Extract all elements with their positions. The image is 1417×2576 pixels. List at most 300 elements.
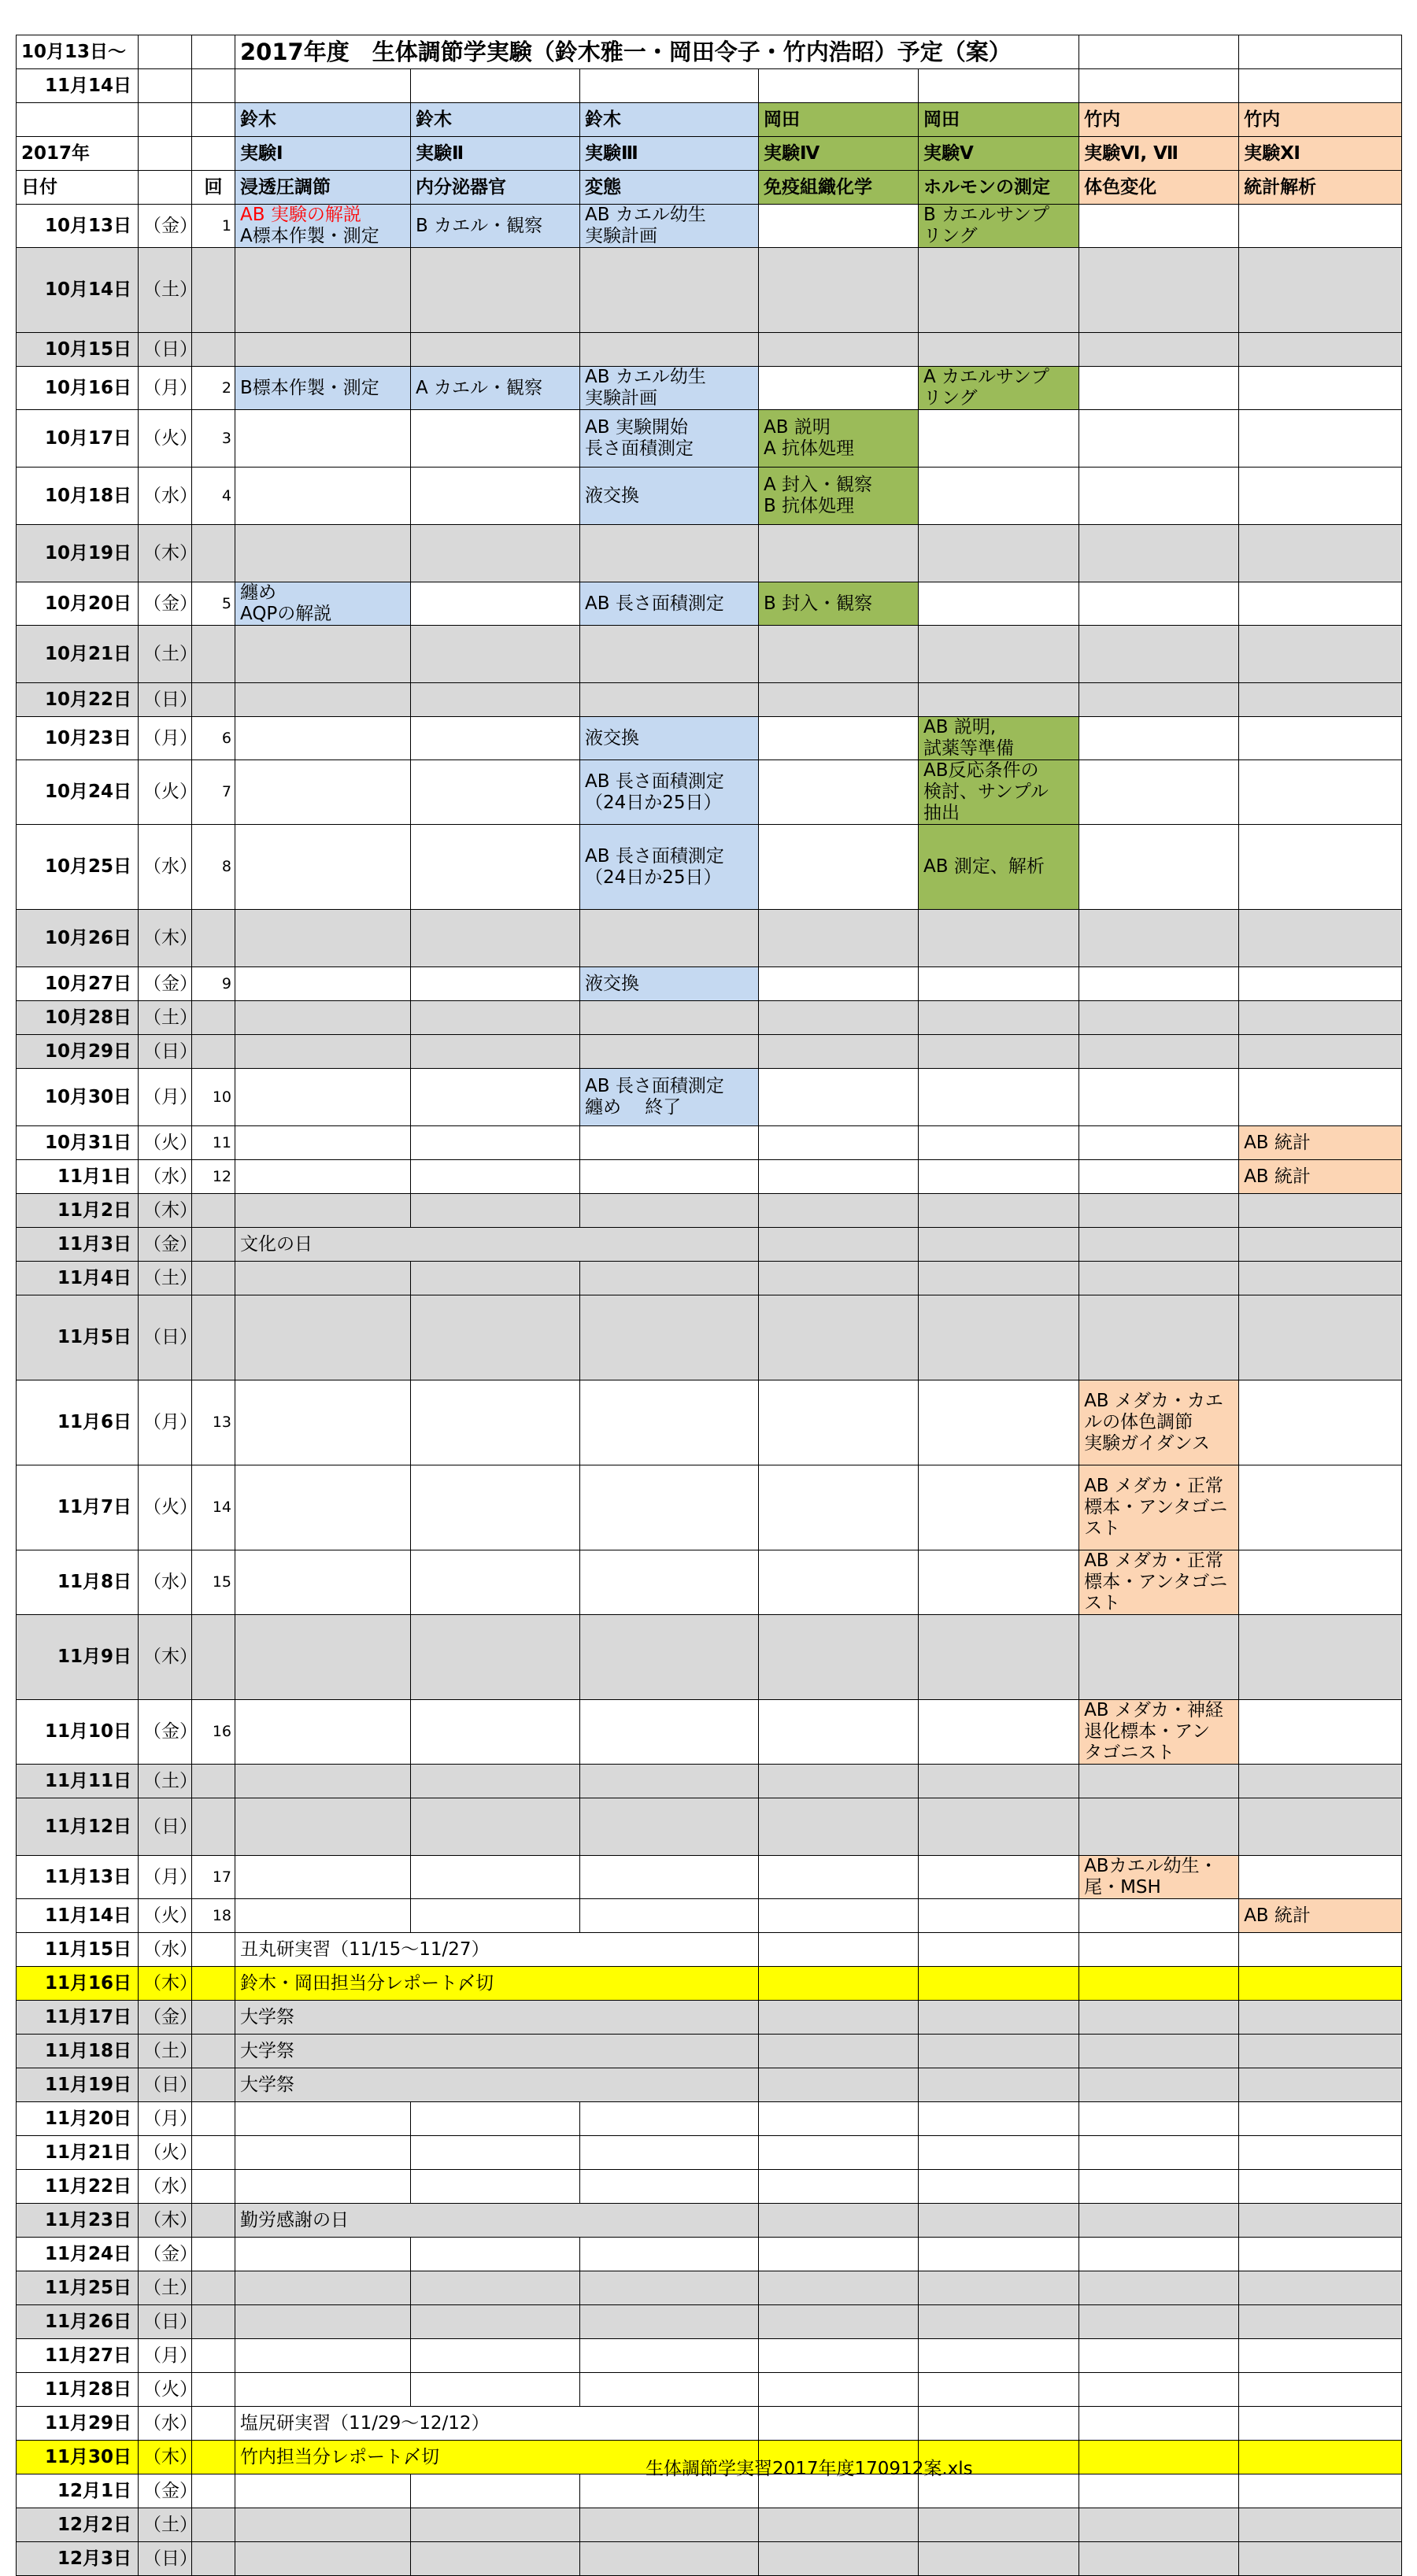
schedule-text: 退化標本・アン bbox=[1084, 1721, 1211, 1742]
schedule-cell bbox=[1239, 1069, 1402, 1126]
schedule-cell bbox=[411, 1700, 580, 1765]
schedule-cell bbox=[580, 1550, 759, 1615]
schedule-text: （24日か25日） bbox=[585, 792, 722, 813]
empty-cell bbox=[1239, 2373, 1402, 2407]
schedule-cell bbox=[411, 717, 580, 760]
schedule-text: B 封入・観察 bbox=[764, 593, 873, 614]
session-number-cell bbox=[192, 2339, 235, 2373]
date-cell: 11月23日 bbox=[17, 2204, 139, 2238]
schedule-cell bbox=[235, 1069, 411, 1126]
instructor-cell: 竹内 bbox=[1239, 103, 1402, 137]
weekday-cell: （木） bbox=[139, 1194, 192, 1228]
date-cell: 10月26日 bbox=[17, 910, 139, 967]
session-number-cell bbox=[192, 525, 235, 582]
session-number-cell bbox=[192, 2001, 235, 2035]
session-number-cell bbox=[192, 2238, 235, 2271]
empty-cell bbox=[1079, 626, 1239, 683]
empty-cell bbox=[759, 1228, 919, 1262]
schedule-row bbox=[17, 1465, 1402, 1550]
schedule-text: AB 長さ面積測定 bbox=[585, 845, 724, 867]
weekday-cell: （月） bbox=[139, 717, 192, 760]
schedule-cell bbox=[759, 1380, 919, 1465]
schedule-text: AB 長さ面積測定 bbox=[585, 593, 724, 614]
empty-cell bbox=[1079, 2271, 1239, 2305]
date-cell: 11月4日 bbox=[17, 1262, 139, 1295]
schedule-text: AB メダカ・カエ bbox=[1084, 1391, 1223, 1411]
date-cell: 11月12日 bbox=[17, 1798, 139, 1856]
schedule-table bbox=[16, 35, 1402, 2576]
empty-cell bbox=[411, 2170, 580, 2204]
session-number-cell bbox=[192, 2407, 235, 2441]
schedule-row bbox=[17, 2068, 1402, 2102]
schedule-text: AB カエル幼生 bbox=[585, 367, 706, 387]
empty-cell bbox=[1239, 2474, 1402, 2508]
session-number-cell bbox=[192, 2136, 235, 2170]
schedule-row bbox=[17, 205, 1402, 248]
schedule-cell bbox=[1239, 205, 1402, 248]
date-cell: 12月2日 bbox=[17, 2508, 139, 2542]
schedule-text: AB 長さ面積測定 bbox=[585, 1076, 724, 1096]
session-number-cell bbox=[192, 1295, 235, 1380]
empty-cell bbox=[235, 1798, 411, 1856]
empty-cell bbox=[411, 2238, 580, 2271]
schedule-cell bbox=[580, 1465, 759, 1550]
date-cell: 11月9日 bbox=[17, 1615, 139, 1700]
schedule-cell bbox=[411, 582, 580, 626]
schedule-text: スト bbox=[1084, 1518, 1121, 1539]
empty-cell bbox=[1079, 2170, 1239, 2204]
event-note: 勤労感謝の日 bbox=[235, 2204, 759, 2238]
date-cell: 10月25日 bbox=[17, 825, 139, 910]
date-cell: 10月18日 bbox=[17, 468, 139, 525]
empty-cell bbox=[759, 1035, 919, 1069]
blank-cell bbox=[1239, 69, 1402, 103]
schedule-text: B カエル・観察 bbox=[416, 215, 543, 236]
schedule-cell bbox=[759, 760, 919, 825]
empty-cell bbox=[919, 333, 1079, 367]
empty-cell bbox=[580, 1194, 759, 1228]
empty-cell bbox=[235, 2238, 411, 2271]
schedule-row bbox=[17, 1228, 1402, 1262]
date-cell: 11月28日 bbox=[17, 2373, 139, 2407]
date-cell: 10月23日 bbox=[17, 717, 139, 760]
empty-cell bbox=[919, 2305, 1079, 2339]
schedule-row bbox=[17, 2102, 1402, 2136]
schedule-cell bbox=[1079, 825, 1239, 910]
schedule-cell bbox=[759, 1700, 919, 1765]
empty-cell bbox=[759, 1967, 919, 2001]
schedule-cell bbox=[1239, 1160, 1402, 1194]
title-row bbox=[17, 35, 1402, 69]
schedule-cell bbox=[759, 367, 919, 410]
blank-cell bbox=[139, 35, 192, 69]
weekday-cell: （月） bbox=[139, 1856, 192, 1899]
schedule-cell bbox=[411, 1069, 580, 1126]
schedule-row bbox=[17, 1933, 1402, 1967]
empty-cell bbox=[411, 2542, 580, 2576]
schedule-cell bbox=[919, 1700, 1079, 1765]
schedule-text: 液交換 bbox=[585, 485, 639, 506]
schedule-text: AB メダカ・正常 bbox=[1084, 1550, 1223, 1571]
empty-cell bbox=[1079, 2441, 1239, 2474]
schedule-cell bbox=[235, 205, 411, 248]
session-number-cell bbox=[192, 2305, 235, 2339]
session-number-cell: 15 bbox=[192, 1550, 235, 1615]
schedule-cell bbox=[235, 1856, 411, 1899]
empty-cell bbox=[411, 1295, 580, 1380]
empty-cell bbox=[411, 2508, 580, 2542]
weekday-cell: （日） bbox=[139, 2305, 192, 2339]
weekday-cell: （土） bbox=[139, 2035, 192, 2068]
empty-cell bbox=[411, 2305, 580, 2339]
date-cell: 11月18日 bbox=[17, 2035, 139, 2068]
schedule-text: 抽出 bbox=[923, 803, 960, 823]
session-number-cell: 2 bbox=[192, 367, 235, 410]
schedule-text: AB 統計 bbox=[1244, 1166, 1311, 1187]
weekday-cell: （木） bbox=[139, 525, 192, 582]
schedule-row bbox=[17, 248, 1402, 333]
experiment-cell: 実験Ⅺ bbox=[1239, 137, 1402, 171]
empty-cell bbox=[580, 2102, 759, 2136]
empty-cell bbox=[1239, 2238, 1402, 2271]
empty-cell bbox=[919, 1194, 1079, 1228]
weekday-cell: （木） bbox=[139, 910, 192, 967]
empty-cell bbox=[759, 626, 919, 683]
schedule-cell bbox=[1239, 717, 1402, 760]
session-number-cell: 13 bbox=[192, 1380, 235, 1465]
session-number-cell bbox=[192, 2271, 235, 2305]
topic-cell: ホルモンの測定 bbox=[919, 171, 1079, 205]
schedule-row bbox=[17, 2271, 1402, 2305]
schedule-cell bbox=[1079, 717, 1239, 760]
empty-cell bbox=[1239, 1933, 1402, 1967]
schedule-cell bbox=[1079, 1160, 1239, 1194]
schedule-cell bbox=[759, 825, 919, 910]
date-cell: 11月30日 bbox=[17, 2441, 139, 2474]
schedule-text: ルの体色調節 bbox=[1084, 1412, 1193, 1432]
empty-cell bbox=[411, 248, 580, 333]
date-cell: 11月5日 bbox=[17, 1295, 139, 1380]
empty-cell bbox=[1079, 1967, 1239, 2001]
schedule-row bbox=[17, 2305, 1402, 2339]
empty-cell bbox=[919, 1765, 1079, 1798]
session-number-cell bbox=[192, 2204, 235, 2238]
empty-cell bbox=[411, 1615, 580, 1700]
topic-cell: 統計解析 bbox=[1239, 171, 1402, 205]
session-number-cell bbox=[192, 1035, 235, 1069]
empty-cell bbox=[1239, 1194, 1402, 1228]
date-cell: 10月17日 bbox=[17, 410, 139, 468]
empty-cell bbox=[919, 910, 1079, 967]
schedule-cell bbox=[235, 410, 411, 468]
weekday-cell: （土） bbox=[139, 2271, 192, 2305]
session-number-cell: 9 bbox=[192, 967, 235, 1001]
schedule-cell bbox=[235, 825, 411, 910]
empty-cell bbox=[235, 910, 411, 967]
schedule-cell bbox=[1239, 367, 1402, 410]
empty-cell bbox=[1239, 333, 1402, 367]
schedule-cell bbox=[1079, 1856, 1239, 1899]
empty-cell bbox=[1079, 1035, 1239, 1069]
session-number-cell bbox=[192, 2474, 235, 2508]
empty-cell bbox=[235, 683, 411, 717]
empty-cell bbox=[919, 248, 1079, 333]
schedule-cell bbox=[919, 1069, 1079, 1126]
schedule-text: AB 長さ面積測定 bbox=[585, 771, 724, 792]
weekday-cell: （水） bbox=[139, 1550, 192, 1615]
empty-cell bbox=[1239, 2305, 1402, 2339]
date-cell: 11月29日 bbox=[17, 2407, 139, 2441]
schedule-cell bbox=[411, 1899, 580, 1933]
schedule-text: ABカエル幼生・ bbox=[1084, 1856, 1218, 1876]
empty-cell bbox=[759, 2271, 919, 2305]
schedule-text: 実験計画 bbox=[585, 226, 657, 246]
empty-cell bbox=[1079, 2238, 1239, 2271]
empty-cell bbox=[919, 2339, 1079, 2373]
schedule-cell bbox=[759, 582, 919, 626]
empty-cell bbox=[1079, 1228, 1239, 1262]
empty-cell bbox=[919, 1295, 1079, 1380]
schedule-cell bbox=[919, 410, 1079, 468]
empty-cell bbox=[919, 2035, 1079, 2068]
schedule-row bbox=[17, 582, 1402, 626]
empty-cell bbox=[235, 1035, 411, 1069]
weekday-cell: （火） bbox=[139, 760, 192, 825]
schedule-text: AB 実験の解説 bbox=[240, 205, 361, 225]
empty-cell bbox=[580, 626, 759, 683]
schedule-cell bbox=[919, 1856, 1079, 1899]
blank-cell bbox=[919, 69, 1079, 103]
empty-cell bbox=[759, 1798, 919, 1856]
empty-cell bbox=[235, 2170, 411, 2204]
schedule-row bbox=[17, 1550, 1402, 1615]
empty-cell bbox=[411, 2474, 580, 2508]
session-number-cell bbox=[192, 1967, 235, 2001]
date-header: 日付 bbox=[17, 171, 139, 205]
date-cell: 11月10日 bbox=[17, 1700, 139, 1765]
empty-cell bbox=[919, 1035, 1079, 1069]
schedule-cell bbox=[235, 1899, 411, 1933]
schedule-text: A標本作製・測定 bbox=[240, 226, 379, 246]
session-number-cell bbox=[192, 1262, 235, 1295]
empty-cell bbox=[919, 2238, 1079, 2271]
empty-cell bbox=[235, 626, 411, 683]
date-cell: 11月19日 bbox=[17, 2068, 139, 2102]
schedule-row bbox=[17, 1295, 1402, 1380]
instructor-cell: 鈴木 bbox=[235, 103, 411, 137]
weekday-cell: （水） bbox=[139, 825, 192, 910]
weekday-cell: （金） bbox=[139, 2474, 192, 2508]
weekday-cell: （日） bbox=[139, 2068, 192, 2102]
weekday-cell: （火） bbox=[139, 2373, 192, 2407]
blank-cell bbox=[192, 69, 235, 103]
schedule-text: （24日か25日） bbox=[585, 867, 722, 888]
date-cell: 10月24日 bbox=[17, 760, 139, 825]
schedule-text: AB 説明 bbox=[764, 417, 831, 438]
empty-cell bbox=[235, 333, 411, 367]
schedule-cell bbox=[235, 1465, 411, 1550]
empty-cell bbox=[759, 2373, 919, 2407]
schedule-text: AB 統計 bbox=[1244, 1905, 1311, 1926]
schedule-row bbox=[17, 825, 1402, 910]
blank-cell bbox=[139, 137, 192, 171]
empty-cell bbox=[1079, 1765, 1239, 1798]
date-cell: 10月15日 bbox=[17, 333, 139, 367]
empty-cell bbox=[1239, 2271, 1402, 2305]
empty-cell bbox=[235, 2508, 411, 2542]
experiment-cell: 実験Ⅲ bbox=[580, 137, 759, 171]
empty-cell bbox=[580, 2339, 759, 2373]
schedule-cell bbox=[919, 1465, 1079, 1550]
schedule-row bbox=[17, 2373, 1402, 2407]
weekday-cell: （金） bbox=[139, 1228, 192, 1262]
schedule-row bbox=[17, 1967, 1402, 2001]
empty-cell bbox=[1239, 1035, 1402, 1069]
event-note: 塩尻研実習（11/29～12/12） bbox=[235, 2407, 759, 2441]
empty-cell bbox=[411, 2373, 580, 2407]
schedule-row bbox=[17, 468, 1402, 525]
weekday-cell: （火） bbox=[139, 1126, 192, 1160]
empty-cell bbox=[411, 1262, 580, 1295]
schedule-cell bbox=[919, 468, 1079, 525]
weekday-cell: （水） bbox=[139, 1933, 192, 1967]
empty-cell bbox=[919, 1228, 1079, 1262]
date-cell: 11月6日 bbox=[17, 1380, 139, 1465]
schedule-row bbox=[17, 1126, 1402, 1160]
empty-cell bbox=[580, 1262, 759, 1295]
date-cell: 11月8日 bbox=[17, 1550, 139, 1615]
schedule-cell bbox=[580, 717, 759, 760]
empty-cell bbox=[1079, 2305, 1239, 2339]
empty-cell bbox=[235, 2271, 411, 2305]
empty-cell bbox=[580, 1765, 759, 1798]
empty-cell bbox=[580, 333, 759, 367]
schedule-cell bbox=[235, 1160, 411, 1194]
schedule-cell bbox=[411, 825, 580, 910]
session-number-cell: 5 bbox=[192, 582, 235, 626]
experiment-cell: 実験Ⅴ bbox=[919, 137, 1079, 171]
weekday-cell: （日） bbox=[139, 333, 192, 367]
empty-cell bbox=[759, 1295, 919, 1380]
empty-cell bbox=[411, 910, 580, 967]
empty-cell bbox=[759, 910, 919, 967]
date-cell: 10月29日 bbox=[17, 1035, 139, 1069]
empty-cell bbox=[580, 1295, 759, 1380]
empty-cell bbox=[1079, 1615, 1239, 1700]
date-cell: 11月25日 bbox=[17, 2271, 139, 2305]
empty-cell bbox=[919, 1967, 1079, 2001]
date-cell: 11月21日 bbox=[17, 2136, 139, 2170]
empty-cell bbox=[580, 1798, 759, 1856]
date-cell: 11月20日 bbox=[17, 2102, 139, 2136]
schedule-cell bbox=[759, 468, 919, 525]
schedule-cell bbox=[759, 967, 919, 1001]
empty-cell bbox=[1079, 2102, 1239, 2136]
schedule-row bbox=[17, 1262, 1402, 1295]
empty-cell bbox=[1079, 2474, 1239, 2508]
empty-cell bbox=[411, 2271, 580, 2305]
blank-cell bbox=[192, 137, 235, 171]
empty-cell bbox=[580, 525, 759, 582]
session-number-cell bbox=[192, 2035, 235, 2068]
session-number-cell bbox=[192, 683, 235, 717]
session-number-cell bbox=[192, 333, 235, 367]
empty-cell bbox=[1079, 1001, 1239, 1035]
empty-cell bbox=[759, 1615, 919, 1700]
schedule-text: スト bbox=[1084, 1593, 1121, 1613]
experiment-cell: 実験Ⅰ bbox=[235, 137, 411, 171]
weekday-cell: （火） bbox=[139, 1899, 192, 1933]
blank-cell bbox=[235, 69, 411, 103]
date-cell: 11月14日 bbox=[17, 1899, 139, 1933]
empty-cell bbox=[1239, 910, 1402, 967]
empty-cell bbox=[1239, 626, 1402, 683]
session-number-cell bbox=[192, 2441, 235, 2474]
schedule-cell bbox=[580, 367, 759, 410]
empty-cell bbox=[1079, 1194, 1239, 1228]
instructor-cell: 鈴木 bbox=[580, 103, 759, 137]
empty-cell bbox=[235, 2136, 411, 2170]
schedule-cell bbox=[235, 1126, 411, 1160]
empty-cell bbox=[411, 525, 580, 582]
schedule-cell bbox=[759, 1550, 919, 1615]
schedule-row bbox=[17, 2238, 1402, 2271]
schedule-cell bbox=[411, 367, 580, 410]
schedule-cell bbox=[759, 717, 919, 760]
schedule-cell bbox=[919, 717, 1079, 760]
schedule-cell bbox=[919, 367, 1079, 410]
empty-cell bbox=[1239, 2035, 1402, 2068]
schedule-row bbox=[17, 1615, 1402, 1700]
schedule-cell bbox=[1079, 760, 1239, 825]
empty-cell bbox=[235, 1001, 411, 1035]
blank-cell bbox=[139, 103, 192, 137]
schedule-cell bbox=[411, 760, 580, 825]
weekday-cell: （土） bbox=[139, 626, 192, 683]
schedule-cell bbox=[580, 468, 759, 525]
schedule-row bbox=[17, 1001, 1402, 1035]
empty-cell bbox=[759, 2001, 919, 2035]
schedule-text: AB 説明, bbox=[923, 717, 997, 737]
empty-cell bbox=[759, 2035, 919, 2068]
schedule-cell bbox=[919, 760, 1079, 825]
schedule-text: AQPの解説 bbox=[240, 604, 332, 624]
schedule-cell bbox=[411, 205, 580, 248]
schedule-cell bbox=[580, 1700, 759, 1765]
schedule-text: 尾・MSH bbox=[1084, 1877, 1161, 1898]
weekday-cell: （土） bbox=[139, 1001, 192, 1035]
schedule-row bbox=[17, 2508, 1402, 2542]
empty-cell bbox=[919, 2102, 1079, 2136]
schedule-row bbox=[17, 1765, 1402, 1798]
empty-cell bbox=[235, 2339, 411, 2373]
empty-cell bbox=[759, 1194, 919, 1228]
empty-cell bbox=[919, 1933, 1079, 1967]
date-cell: 10月27日 bbox=[17, 967, 139, 1001]
instructor-cell: 竹内 bbox=[1079, 103, 1239, 137]
schedule-cell bbox=[919, 1899, 1079, 1933]
schedule-cell bbox=[580, 205, 759, 248]
session-number-cell bbox=[192, 910, 235, 967]
empty-cell bbox=[1079, 2068, 1239, 2102]
empty-cell bbox=[1079, 2035, 1239, 2068]
schedule-cell bbox=[759, 410, 919, 468]
empty-cell bbox=[411, 1765, 580, 1798]
schedule-cell bbox=[919, 1550, 1079, 1615]
weekday-cell: （月） bbox=[139, 2339, 192, 2373]
instructor-cell: 鈴木 bbox=[411, 103, 580, 137]
session-number-cell: 16 bbox=[192, 1700, 235, 1765]
